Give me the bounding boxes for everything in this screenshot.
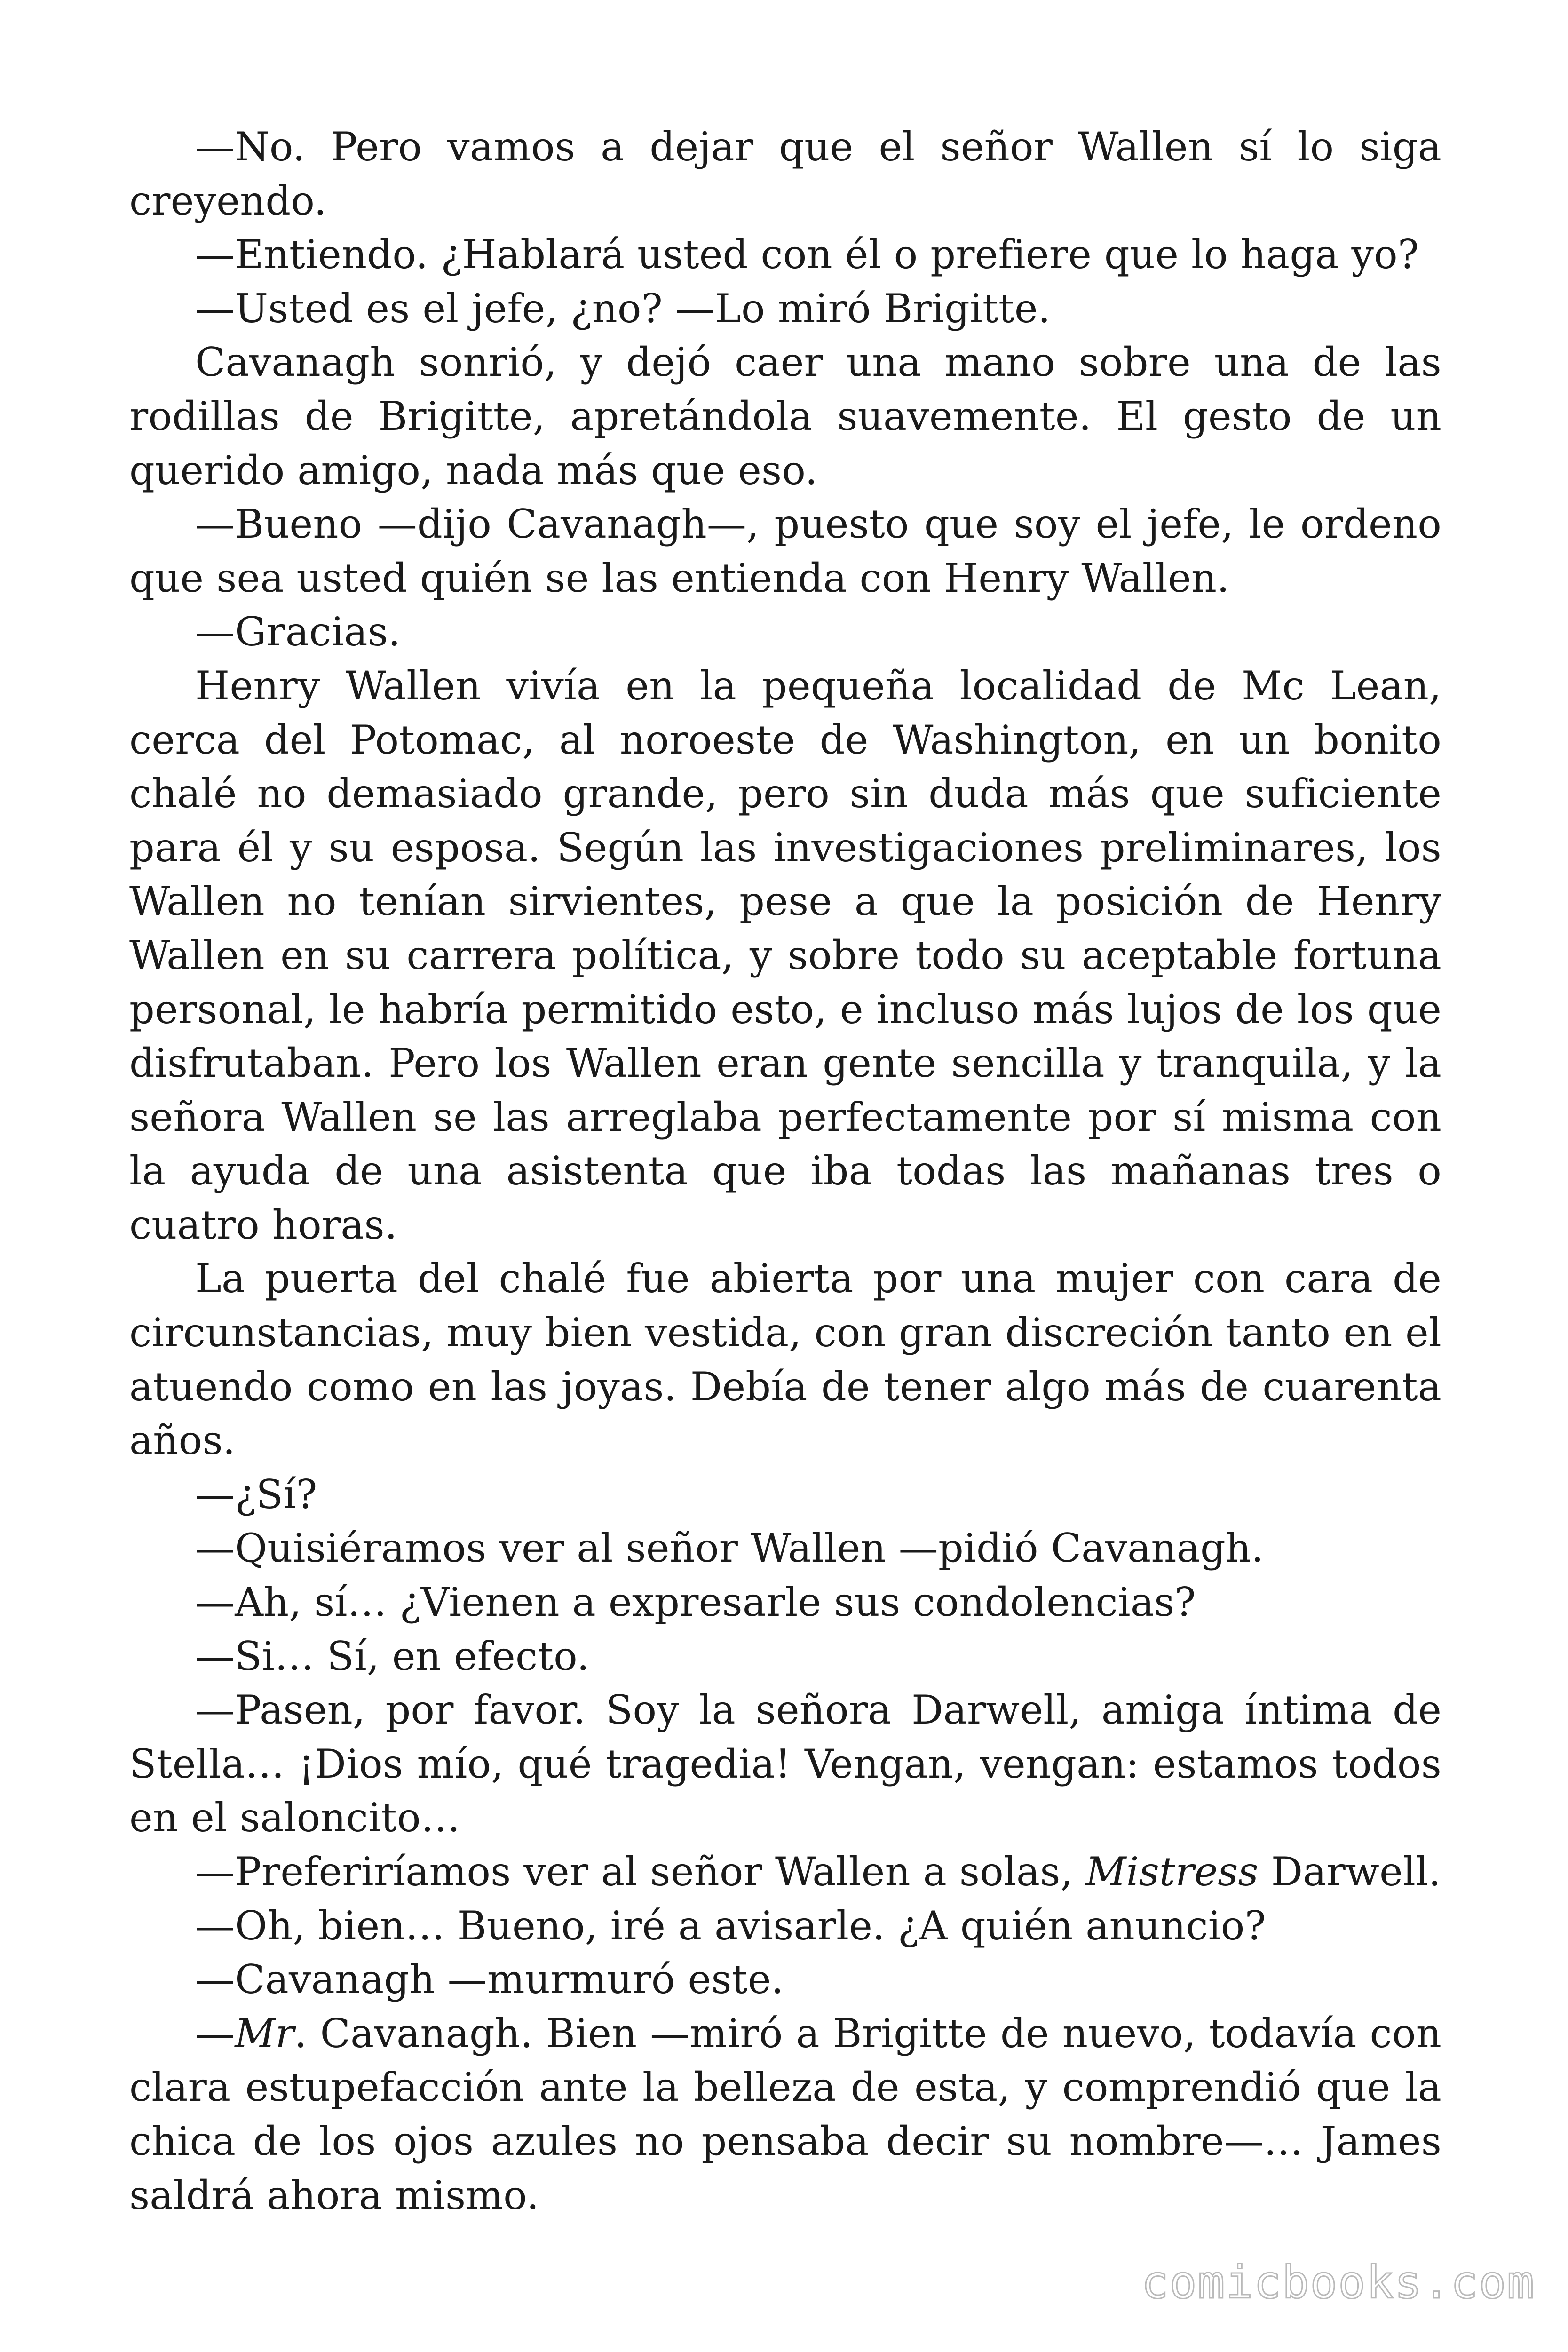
paragraph: Cavanagh sonrió, y dejó caer una mano sobre una de las rodillas de Brigitte, apretándola suavemente. El gesto de un querido amigo, nada más que eso. [129, 339, 1441, 493]
paragraph: —Bueno —dijo Cavanagh—, puesto que soy el jefe, le ordeno que sea usted quién se las entienda con Henry Wallen. [129, 501, 1441, 601]
italic-term: Mr [235, 2010, 294, 2057]
italic-term: Mistress [1085, 1849, 1259, 1895]
page-body [129, 120, 1441, 2222]
paragraph: —Mr. Cavanagh. Bien —miró a Brigitte de nuevo, todavía con clara estupefacción ante la belleza de esta, y comprendió que la chica de los ojos azules no pensaba decir su nombre—… James saldrá ahora mismo. [129, 2010, 1441, 2218]
paragraph: —¿Sí? [195, 1471, 317, 1518]
paragraph: La puerta del chalé fue abierta por una mujer con cara de circunstancias, muy bien vestida, con gran discreción tanto en el atuendo como en las joyas. Debía de tener algo más de cuarenta años. [129, 1255, 1441, 1464]
paragraph: —Ah, sí… ¿Vienen a expresarle sus condolencias? [195, 1579, 1196, 1626]
paragraph: —Usted es el jefe, ¿no? —Lo miró Brigitte. [195, 285, 1051, 332]
paragraph: —No. Pero vamos a dejar que el señor Wallen sí lo siga creyendo. [129, 124, 1441, 224]
paragraph: —Entiendo. ¿Hablará usted con él o prefiere que lo haga yo? [195, 231, 1419, 278]
watermark: comicbooks.com [1141, 2256, 1535, 2309]
paragraph: —Cavanagh —murmuró este. [195, 1956, 784, 2003]
paragraph: —Pasen, por favor. Soy la señora Darwell, amiga íntima de Stella… ¡Dios mío, qué tragedia! Vengan, vengan: estamos todos en el saloncito… [129, 1687, 1441, 1841]
paragraph: —Quisiéramos ver al señor Wallen —pidió Cavanagh. [195, 1525, 1264, 1572]
paragraph: —Gracias. [195, 609, 401, 655]
paragraph: —Si… Sí, en efecto. [195, 1633, 590, 1679]
paragraph: —Preferiríamos ver al señor Wallen a solas, Mistress Darwell. [195, 1849, 1441, 1895]
paragraph: —Oh, bien… Bueno, iré a avisarle. ¿A quién anuncio? [195, 1902, 1266, 1949]
paragraph: Henry Wallen vivía en la pequeña localidad de Mc Lean, cerca del Potomac, al noroeste de Washington, en un bonito chalé no demasiado grande, pero sin duda más que suficiente para él y su esposa. Según las investigaciones preliminares, los Wallen no tenían sirvientes, pese a que la posición de Henry Wallen en su carrera política, y sobre todo su aceptable fortuna personal, le habría permitido esto, e incluso más lujos de los que disfrutaban. Pero los Wallen eran gente sencilla y tranquila, y la señora Wallen se las arreglaba perfectamente por sí misma con la ayuda de una asistenta que iba todas las mañanas tres o cuatro horas. [129, 662, 1441, 1248]
